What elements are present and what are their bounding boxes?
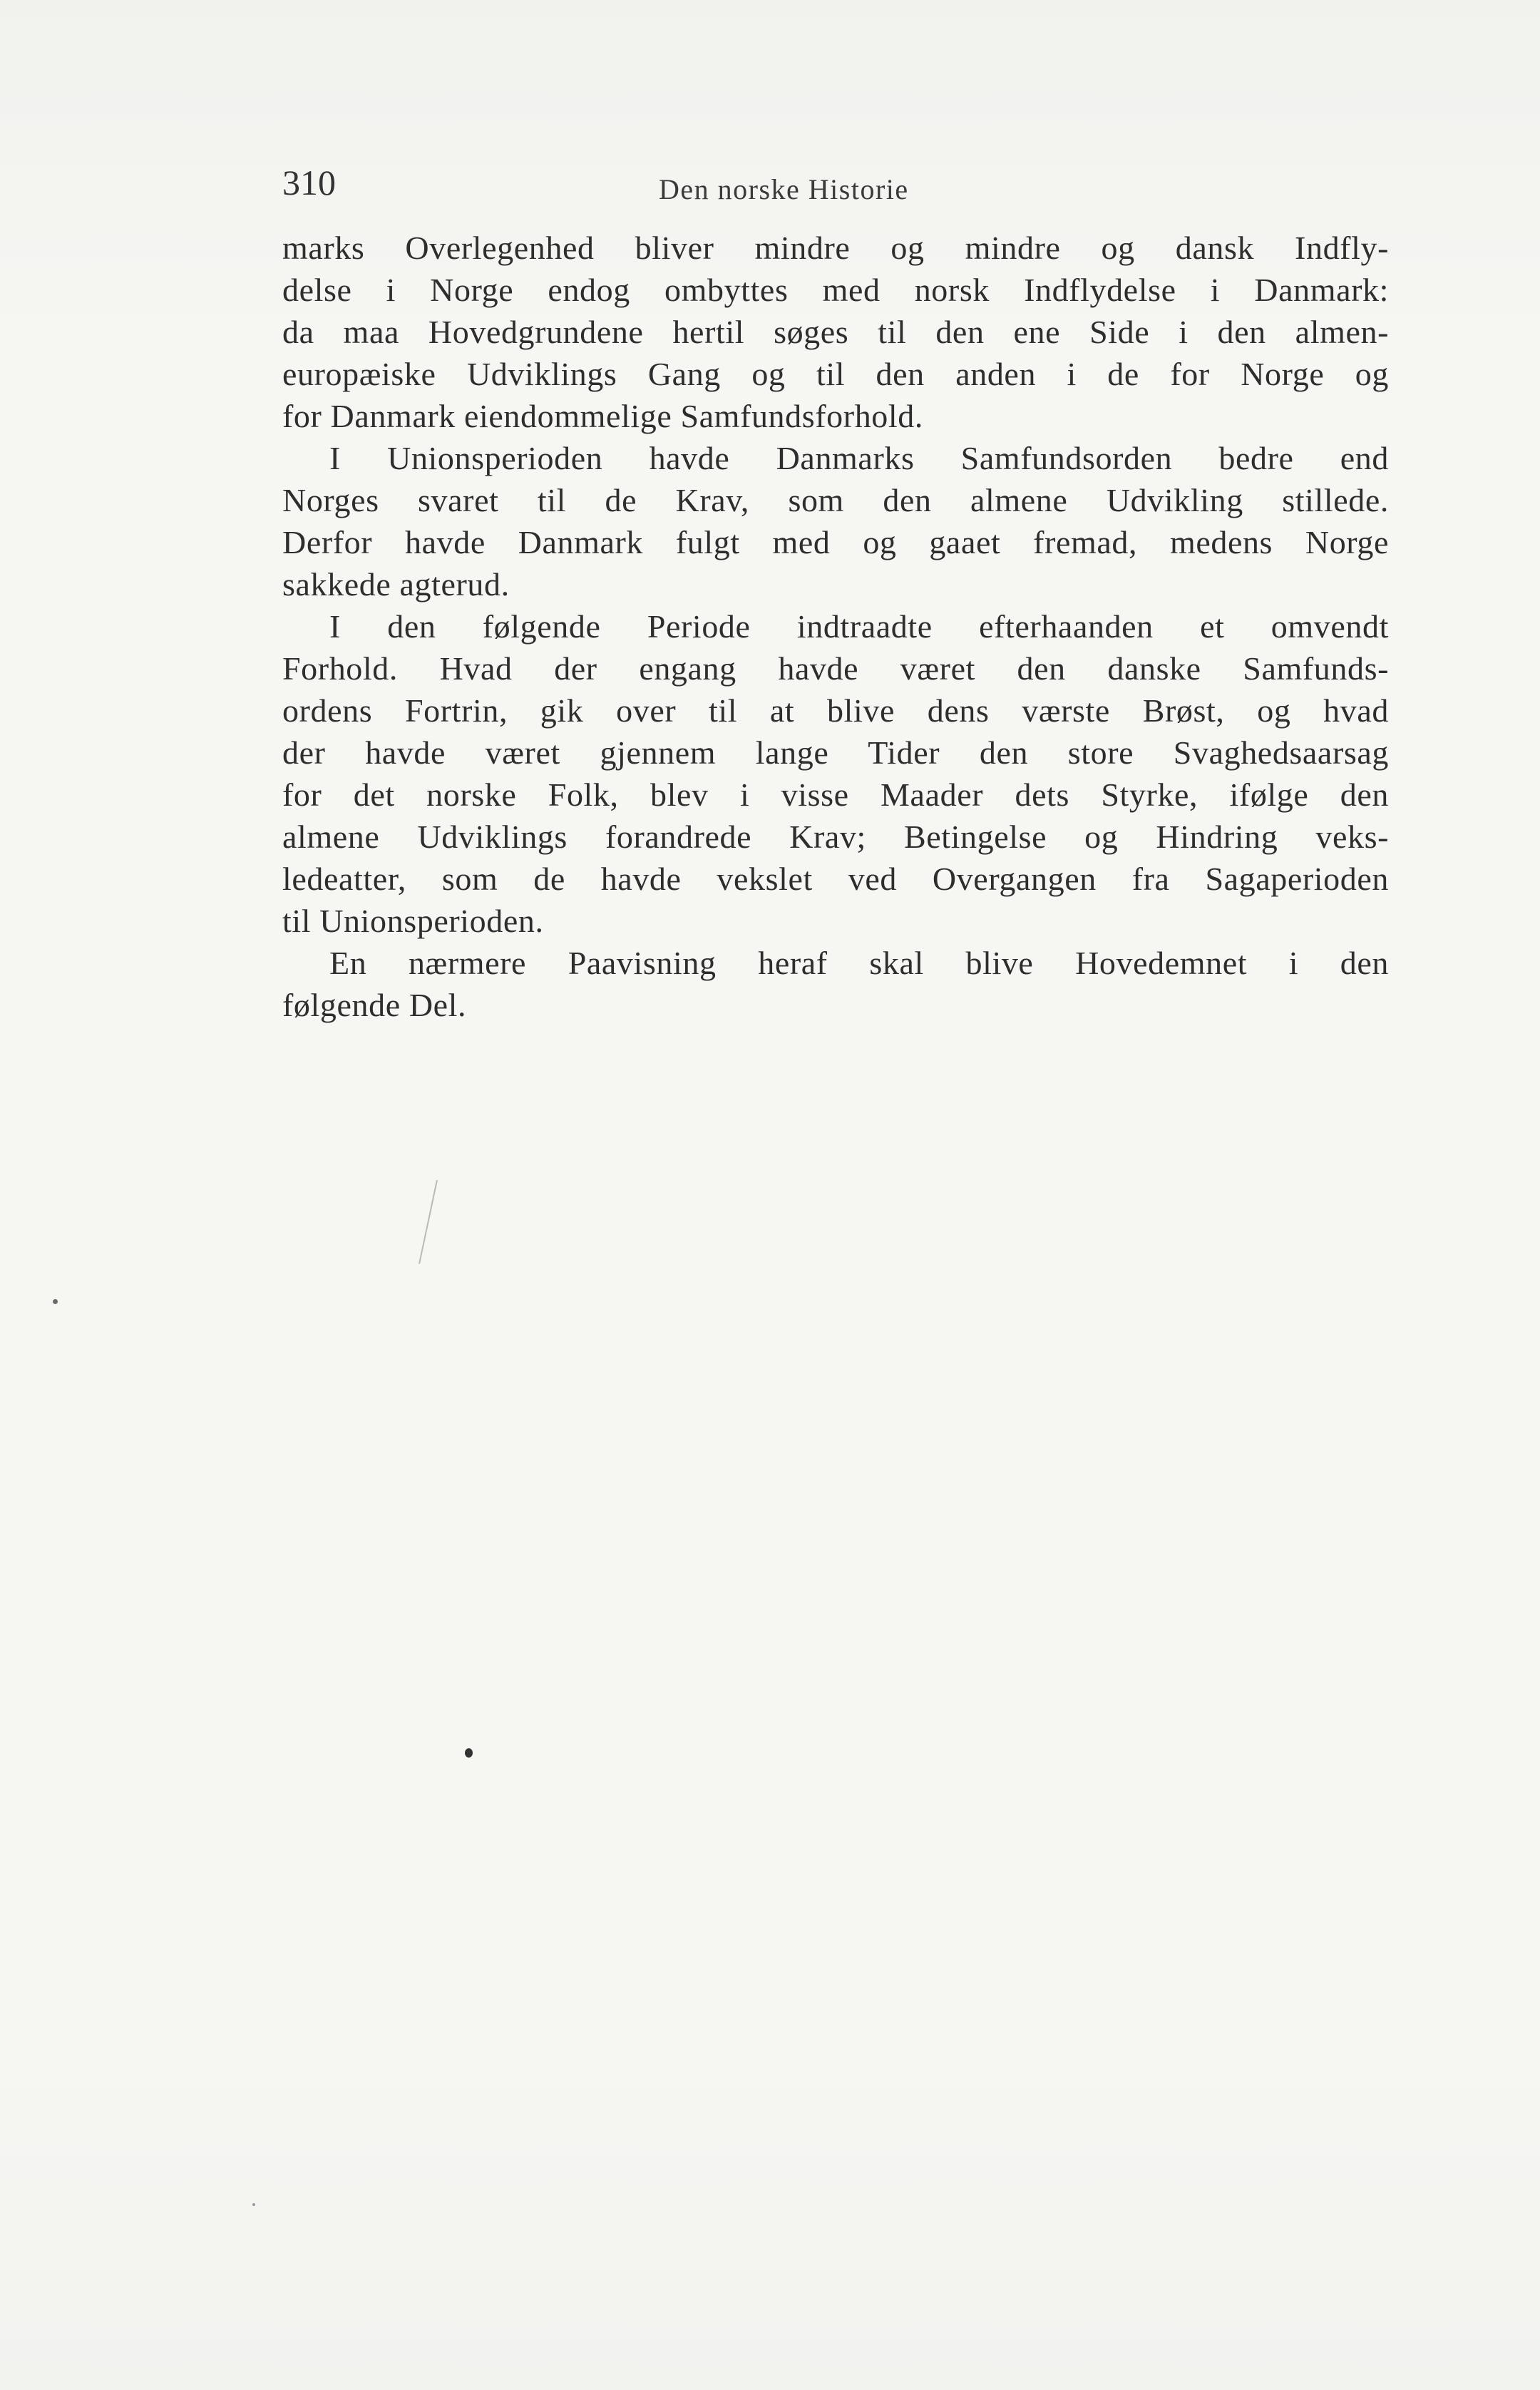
ink-speck bbox=[465, 1748, 473, 1758]
text-line: for Danmark eiendommelige Samfundsforhold. bbox=[282, 398, 923, 434]
paragraph-3 bbox=[282, 605, 1389, 942]
text-line: følgende Del. bbox=[282, 987, 467, 1023]
text-line: almene Udviklings forandrede Krav; Betingelse og Hindring veks- bbox=[282, 819, 1389, 855]
text-line: Norges svaret til de Krav, som den almene Udvikling stillede. bbox=[282, 482, 1389, 518]
text-line: sakkede agterud. bbox=[282, 566, 510, 602]
text-line: I den følgende Periode indtraadte efterhaanden et omvendt bbox=[329, 608, 1389, 645]
text-line: Forhold. Hvad der engang havde været den danske Samfunds- bbox=[282, 650, 1389, 687]
text-line: En nærmere Paavisning heraf skal blive Hovedemnet i den bbox=[329, 945, 1389, 981]
paragraph-2 bbox=[282, 437, 1389, 605]
text-line: delse i Norge endog ombyttes med norsk Indflydelse i Danmark: bbox=[282, 272, 1389, 308]
paragraph-4 bbox=[282, 942, 1389, 1026]
text-line: ordens Fortrin, gik over til at blive dens værste Brøst, og hvad bbox=[282, 692, 1389, 729]
text-line: europæiske Udviklings Gang og til den anden i de for Norge og bbox=[282, 356, 1389, 392]
text-line: Derfor havde Danmark fulgt med og gaaet fremad, medens Norge bbox=[282, 524, 1389, 560]
paragraph-1 bbox=[282, 227, 1389, 437]
paper-scratch bbox=[419, 1180, 438, 1264]
page-number: 310 bbox=[282, 163, 336, 202]
body-text bbox=[282, 227, 1389, 1026]
ink-speck bbox=[252, 2203, 255, 2206]
text-line: til Unionsperioden. bbox=[282, 903, 544, 939]
text-line: marks Overlegenhed bliver mindre og mindre og dansk Indfly- bbox=[282, 230, 1389, 266]
ink-speck bbox=[53, 1299, 58, 1304]
text-line: da maa Hovedgrundene hertil søges til den ene Side i den almen- bbox=[282, 314, 1389, 350]
text-line: der havde været gjennem lange Tider den store Svaghedsaarsag bbox=[282, 734, 1389, 771]
running-title: Den norske Historie bbox=[659, 173, 909, 205]
text-line: ledeatter, som de havde vekslet ved Overgangen fra Sagaperioden bbox=[282, 861, 1389, 897]
text-line: I Unionsperioden havde Danmarks Samfundsorden bedre end bbox=[329, 440, 1389, 476]
text-line: for det norske Folk, blev i visse Maader dets Styrke, ifølge den bbox=[282, 776, 1389, 813]
